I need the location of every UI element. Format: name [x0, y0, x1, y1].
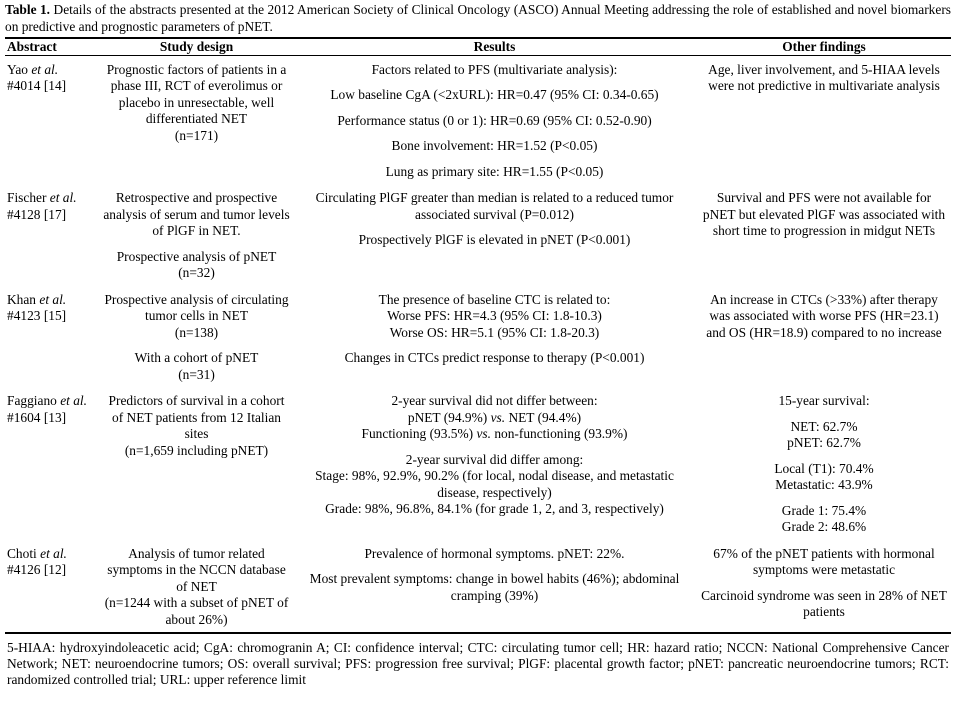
- et-al: et al.: [39, 291, 67, 307]
- vs-text: vs.: [476, 426, 491, 441]
- study-design-cell: [101, 184, 292, 286]
- results-text: 2-year survival did differ among: Stage: 98%, 92.9%, 90.2% (for local, nodal disease, and metastatic disease, respectively) Grade: 98%, 96.8%, 84.1% (for grade 1, 2, and 3, respectively): [315, 451, 674, 516]
- design-text: Retrospective and prospective analysis of serum and tumor levels of PlGF in NET.: [103, 190, 290, 238]
- results-text: Factors related to PFS (multivariate analysis):: [371, 61, 618, 77]
- et-al: et al.: [40, 545, 67, 561]
- et-al: et al.: [31, 61, 59, 77]
- results-text: pNET (94.9%): [407, 409, 491, 425]
- other-text: Grade 1: 75.4% Grade 2: 48.6%: [781, 502, 867, 534]
- results-text: Prevalence of hormonal symptoms. pNET: 22%.: [364, 545, 625, 561]
- design-text: Prospective analysis of pNET (n=32): [116, 248, 277, 280]
- abstract-id: #4126 [12]: [7, 562, 67, 577]
- other-findings-cell: [697, 184, 951, 286]
- abstract-id: #4128 [17]: [7, 206, 67, 222]
- design-text: With a cohort of pNET (n=31): [134, 350, 259, 382]
- abstract-id: #4014 [14]: [7, 78, 67, 93]
- results-text: Circulating PlGF greater than median is related to a reduced tumor associated survival (P=0.012): [315, 190, 674, 222]
- results-text: Functioning (93.5%): [361, 426, 477, 441]
- results-text: NET (94.4%): [505, 409, 582, 425]
- caption-label: Table 1.: [5, 2, 51, 17]
- results-text: The presence of baseline CTC is related to: Worse PFS: HR=4.3 (95% CI: 1.8-10.3) Worse OS: HR=5.1 (95% CI: 1.8-20.3): [378, 291, 611, 340]
- table-footnote: 5-HIAA: hydroxyindoleacetic acid; CgA: chromogranin A; CI: confidence interval; CTC: circulating tumor cell; HR: hazard ratio; NCCN: National Comprehensive Cancer Network; NET: neuroendocrine tumors; OS: overall survival; PFS: progression free survival; PlGF: placental growth factor; pNET: pancreatic neuroendocrine tumors; RCT: randomized controlled trial; URL: upper reference limit: [5, 633, 951, 688]
- results-text: Changes in CTCs predict response to therapy (P<0.001): [344, 350, 645, 365]
- abstract-cell: [5, 55, 101, 184]
- results-text: Lung as primary site: HR=1.55 (P<0.05): [385, 163, 604, 179]
- results-cell: [292, 184, 697, 286]
- caption-text: Details of the abstracts presented at the 2012 American Society of Clinical Oncology (ASCO) Annual Meeting addressing the role of established and novel biomarkers on predictive and prognostic parameters of pNET.: [5, 2, 951, 34]
- design-text: Analysis of tumor related symptoms in the NCCN database of NET (n=1244 with a subset of pNET of about 26%): [104, 545, 289, 627]
- et-al: et al.: [49, 190, 77, 205]
- header-other-findings: Other findings: [697, 38, 951, 55]
- other-findings-cell: [697, 540, 951, 634]
- results-text: non-functioning (93.9%): [490, 426, 628, 441]
- study-design-cell: [101, 387, 292, 540]
- other-text: Survival and PFS were not available for pNET but elevated PlGF was associated with short time to progression in midgut NETs: [702, 190, 946, 238]
- other-findings-cell: [697, 286, 951, 388]
- results-text: Performance status (0 or 1): HR=0.69 (95% CI: 0.52-0.90): [337, 112, 652, 128]
- study-design-cell: [101, 540, 292, 634]
- header-abstract: Abstract: [5, 38, 101, 55]
- other-text: 15-year survival:: [778, 393, 870, 408]
- abstract-cell: [5, 387, 101, 540]
- results-text: Low baseline CgA (<2xURL): HR=0.47 (95% CI: 0.34-0.65): [330, 87, 659, 102]
- results-cell: [292, 540, 697, 634]
- other-text: NET: 62.7% pNET: 62.7%: [787, 418, 861, 450]
- author-name: Faggiano: [7, 393, 57, 408]
- header-results: Results: [292, 38, 697, 55]
- table-header-row: [5, 38, 951, 55]
- author-name: Yao: [7, 61, 28, 77]
- table-row: [5, 55, 951, 184]
- author-name: Choti: [7, 545, 37, 561]
- table-row: [5, 286, 951, 388]
- results-cell: [292, 55, 697, 184]
- study-design-cell: [101, 55, 292, 184]
- document-page: [5, 0, 951, 688]
- abstract-id: #1604 [13]: [7, 409, 67, 425]
- other-text: Age, liver involvement, and 5-HIAA levels were not predictive in multivariate analysis: [708, 61, 940, 93]
- abstract-cell: [5, 184, 101, 286]
- table-caption: [5, 2, 951, 35]
- other-text: Local (T1): 70.4% Metastatic: 43.9%: [774, 460, 874, 492]
- results-text: Most prevalent symptoms: change in bowel habits (46%); abdominal cramping (39%): [309, 571, 680, 603]
- other-text: Carcinoid syndrome was seen in 28% of NET patients: [701, 587, 947, 619]
- results-text: Prospectively PlGF is elevated in pNET (P<0.001): [358, 232, 631, 247]
- results-cell: [292, 387, 697, 540]
- abstract-id: #4123 [15]: [7, 308, 67, 323]
- results-text: 2-year survival did not differ between:: [391, 393, 598, 408]
- results-block: [294, 393, 695, 443]
- table-row: [5, 387, 951, 540]
- footnote-row: [5, 633, 951, 688]
- author-name: Fischer: [7, 190, 47, 205]
- design-text: Prospective analysis of circulating tumor cells in NET (n=138): [104, 291, 289, 340]
- results-text: Bone involvement: HR=1.52 (P<0.05): [391, 138, 598, 153]
- header-study-design: Study design: [101, 38, 292, 55]
- other-text: An increase in CTCs (>33%) after therapy was associated with worse PFS (HR=23.1) and OS (HR=18.9) compared to no increase: [706, 291, 942, 340]
- author-name: Khan: [7, 291, 37, 307]
- other-findings-cell: [697, 387, 951, 540]
- et-al: et al.: [60, 393, 87, 408]
- results-cell: [292, 286, 697, 388]
- study-design-cell: [101, 286, 292, 388]
- abstract-cell: [5, 540, 101, 634]
- other-text: 67% of the pNET patients with hormonal symptoms were metastatic: [713, 545, 935, 577]
- abstracts-table: [5, 37, 951, 688]
- other-findings-cell: [697, 55, 951, 184]
- table-row: [5, 184, 951, 286]
- abstract-cell: [5, 286, 101, 388]
- table-row: [5, 540, 951, 634]
- design-text: Prognostic factors of patients in a phase III, RCT of everolimus or placebo in unresectable, well differentiated NET (n=171): [106, 61, 287, 143]
- vs-text: vs.: [490, 409, 506, 425]
- design-text: Predictors of survival in a cohort of NET patients from 12 Italian sites (n=1,659 including pNET): [108, 393, 285, 458]
